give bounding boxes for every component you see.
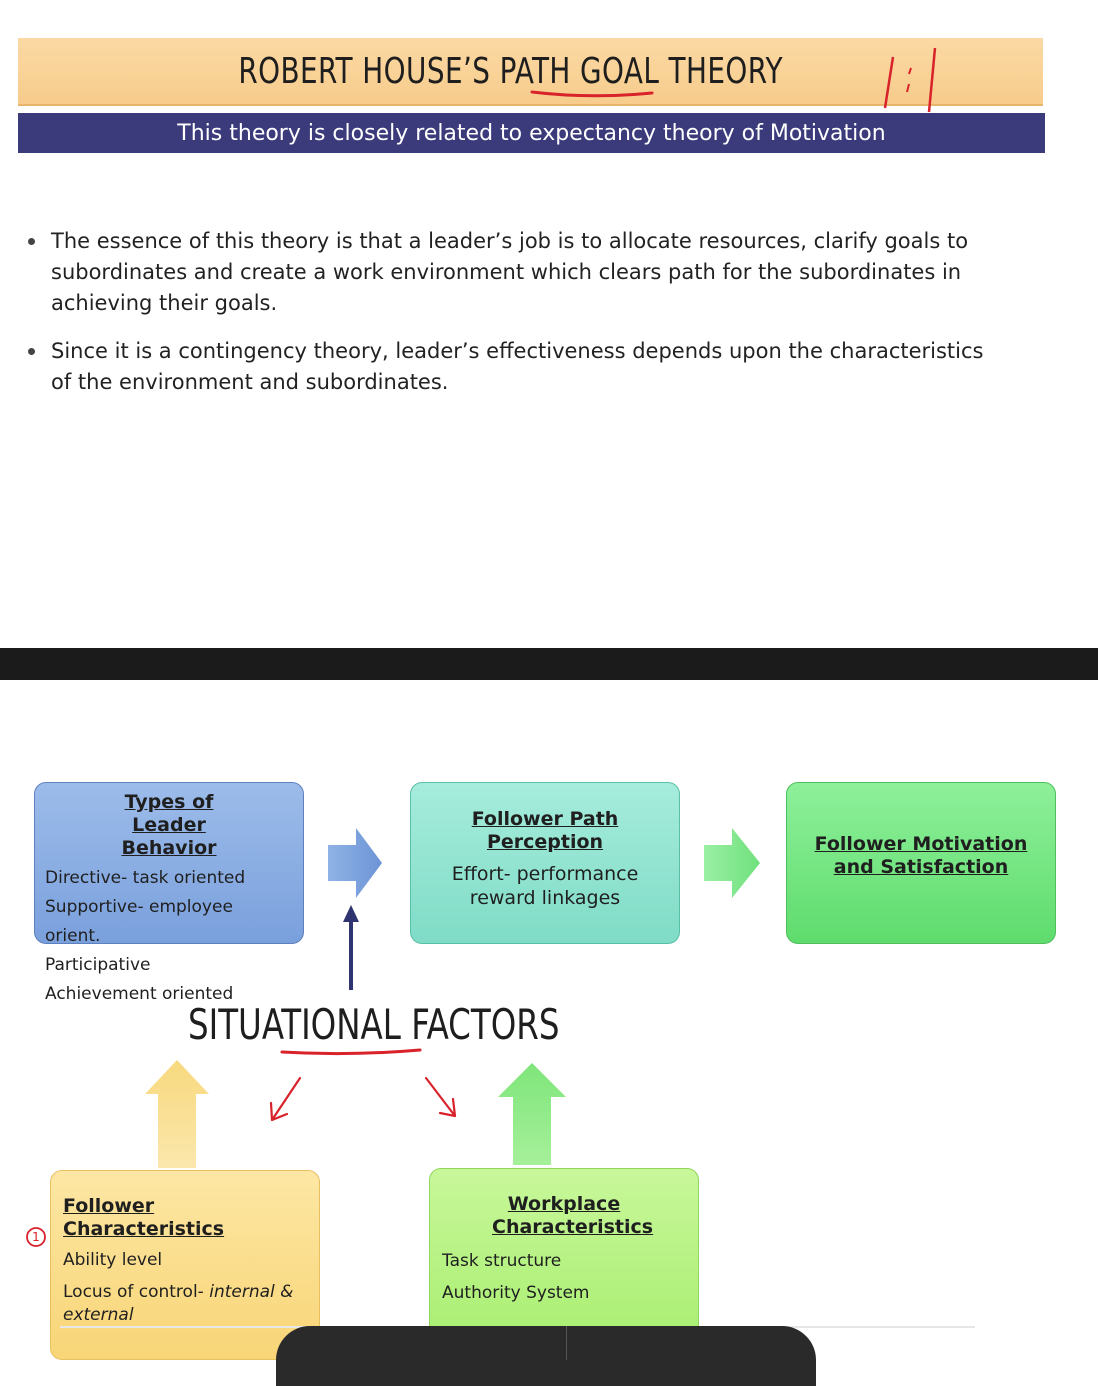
workplace-characteristic-item: Task structure	[442, 1251, 562, 1271]
arrow-up-icon	[145, 1060, 209, 1168]
slide-subtitle: This theory is closely related to expectancy theory of Motivation	[177, 120, 886, 146]
handwritten-annotations-top	[0, 0, 1098, 160]
motivation-box	[786, 782, 1056, 944]
leader-behavior-item: Supportive- employee orient.	[45, 897, 233, 946]
leader-behavior-item: Directive- task oriented	[45, 868, 246, 888]
bullet-item: The essence of this theory is that a leader’s job is to allocate resources, clarify goals to subordinates and create a work environment which clears path for the subordinates in achieving their goals.	[28, 226, 988, 319]
leader-behavior-item: Achievement oriented	[45, 984, 234, 1004]
motivation-title: Follower Motivation and Satisfaction	[814, 833, 1028, 878]
arrow-right-icon	[704, 828, 760, 898]
workplace-characteristics-title: Workplace Characteristics	[492, 1193, 654, 1238]
bracket-annotation-left	[885, 57, 893, 108]
arrow-up-icon	[343, 905, 359, 922]
path-perception-box	[410, 782, 680, 944]
underline-annotation	[532, 92, 652, 96]
slide-path-goal-theory	[0, 0, 1098, 648]
bullet-dot-icon	[28, 238, 35, 245]
leader-behavior-item: Participative	[45, 955, 151, 975]
path-perception-title: Follower Path Perception	[471, 808, 619, 853]
follower-characteristic-item: Locus of control- internal & external	[63, 1282, 294, 1325]
leader-behavior-box	[34, 782, 304, 1004]
path-perception-text: Effort- performance reward linkages	[451, 863, 639, 909]
leader-behavior-title: Types of Leader Behavior	[121, 791, 217, 859]
hand-arrow-icon	[426, 1078, 455, 1116]
slide-title: ROBERT HOUSE’S PATH GOAL THEORY	[238, 50, 783, 92]
colon-annotation	[907, 68, 911, 92]
bottom-toolbar[interactable]	[276, 1326, 816, 1386]
bullet-item: Since it is a contingency theory, leader’s effectiveness depends upon the characteristics of the environment and subordinates.	[28, 336, 988, 398]
follower-characteristics-title: Follower Characteristics	[63, 1195, 225, 1240]
bracket-annotation-right	[929, 48, 935, 112]
bullet-dot-icon	[28, 348, 35, 355]
arrow-up-icon	[498, 1063, 566, 1165]
arrow-right-icon	[328, 828, 382, 898]
bullet-list	[28, 226, 988, 415]
toolbar-divider	[566, 1326, 567, 1360]
hand-arrow-icon	[271, 1078, 300, 1120]
situational-factors-label: SITUATIONAL FACTORS	[188, 1000, 560, 1049]
workplace-characteristic-item: Authority System	[442, 1283, 590, 1303]
slide-separator	[0, 648, 1098, 680]
follower-characteristic-item: Ability level	[63, 1250, 163, 1270]
follower-characteristics-box	[50, 1170, 320, 1360]
underline-annotation	[282, 1050, 420, 1054]
annotation-number: 1	[32, 1230, 40, 1244]
